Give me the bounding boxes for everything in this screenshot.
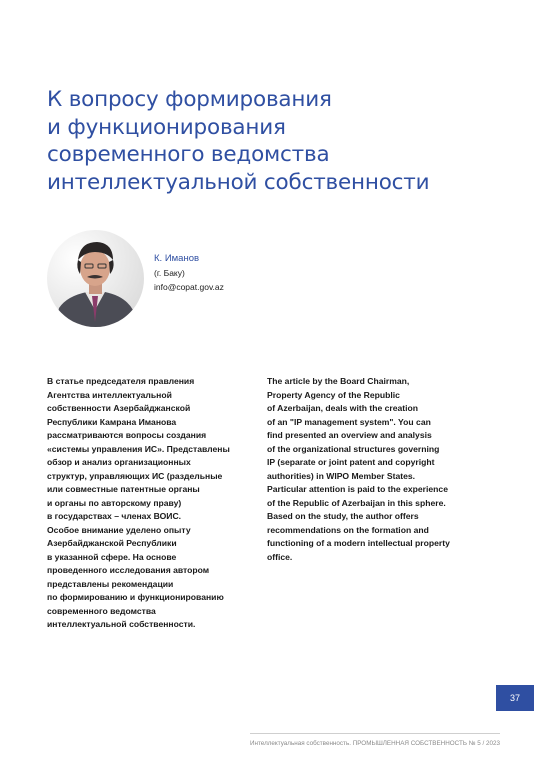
footer-divider: [250, 733, 500, 734]
abstract-line: структур, управляющих ИС (раздельные: [47, 470, 223, 481]
abstract-line: of the organizational structures governing: [267, 443, 440, 454]
abstract-line: в государствах – членах ВОИС.: [47, 511, 182, 521]
abstract-line: authorities) in WIPO Member States.: [267, 470, 416, 481]
abstract-line: The article by the Board Chairman,: [267, 376, 410, 386]
author-portrait-image: [47, 230, 144, 327]
abstract-english: [267, 375, 492, 564]
author-city: (г. Баку): [154, 268, 185, 278]
abstract-line: Агентства интеллектуальной: [47, 389, 172, 400]
abstract-line: IP (separate or joint patent and copyright: [267, 457, 435, 467]
abstract-line: Particular attention is paid to the experience: [267, 484, 448, 494]
title-line: интеллектуальной собственности: [47, 169, 430, 195]
abstract-line: рассматриваются вопросы создания: [47, 430, 207, 440]
abstract-line: functioning of a modern intellectual property: [267, 538, 450, 548]
abstract-line: Property Agency of the Republic: [267, 389, 400, 400]
article-title: [47, 86, 487, 196]
abstract-line: по формированию и функционированию: [47, 592, 224, 602]
abstract-line: собственности Азербайджанской: [47, 403, 191, 413]
abstract-line: Азербайджанской Республики: [47, 538, 177, 548]
title-line: К вопросу формирования: [47, 87, 332, 112]
abstract-line: of an "IP management system". You can: [267, 416, 431, 427]
abstract-line: В статье председателя правления: [47, 376, 195, 386]
abstract-line: или совместные патентные органы: [47, 484, 200, 494]
abstract-line: of Azerbaijan, deals with the creation: [267, 403, 419, 413]
abstract-line: представлены рекомендации: [47, 578, 174, 589]
abstract-line: и органы по авторскому праву): [47, 497, 182, 508]
author-name: К. Иманов: [154, 253, 200, 264]
abstract-line: современного ведомства: [47, 605, 156, 616]
abstract-line: Based on the study, the author offers: [267, 511, 419, 521]
abstract-line: of the Republic of Azerbaijan in this sphere.: [267, 497, 446, 508]
abstract-line: Особое внимание уделено опыту: [47, 524, 191, 535]
running-footer: Интеллектуальная собственность. ПРОМЫШЛЕННАЯ СОБСТВЕННОСТЬ № 5 / 2023: [249, 740, 500, 747]
page-number: 37: [496, 685, 534, 711]
abstract-line: find presented an overview and analysis: [267, 430, 432, 440]
author-info: [154, 252, 224, 294]
abstract-line: проведенного исследования автором: [47, 565, 210, 575]
author-photo: [47, 230, 144, 327]
abstract-line: recommendations on the formation and: [267, 524, 429, 535]
abstract-line: интеллектуальной собственности.: [47, 619, 196, 629]
abstract-line: обзор и анализ организационных: [47, 457, 191, 467]
author-email: info@copat.gov.az: [154, 282, 224, 292]
abstract-line: Республики Камрана Иманова: [47, 416, 177, 427]
title-line: и функционирования: [47, 114, 286, 140]
abstract-line: в указанной сфере. На основе: [47, 551, 177, 562]
abstract-line: office.: [267, 551, 293, 562]
title-line: современного ведомства: [47, 142, 330, 167]
abstract-line: «системы управления ИС». Представлены: [47, 443, 230, 454]
abstract-russian: [47, 375, 262, 632]
